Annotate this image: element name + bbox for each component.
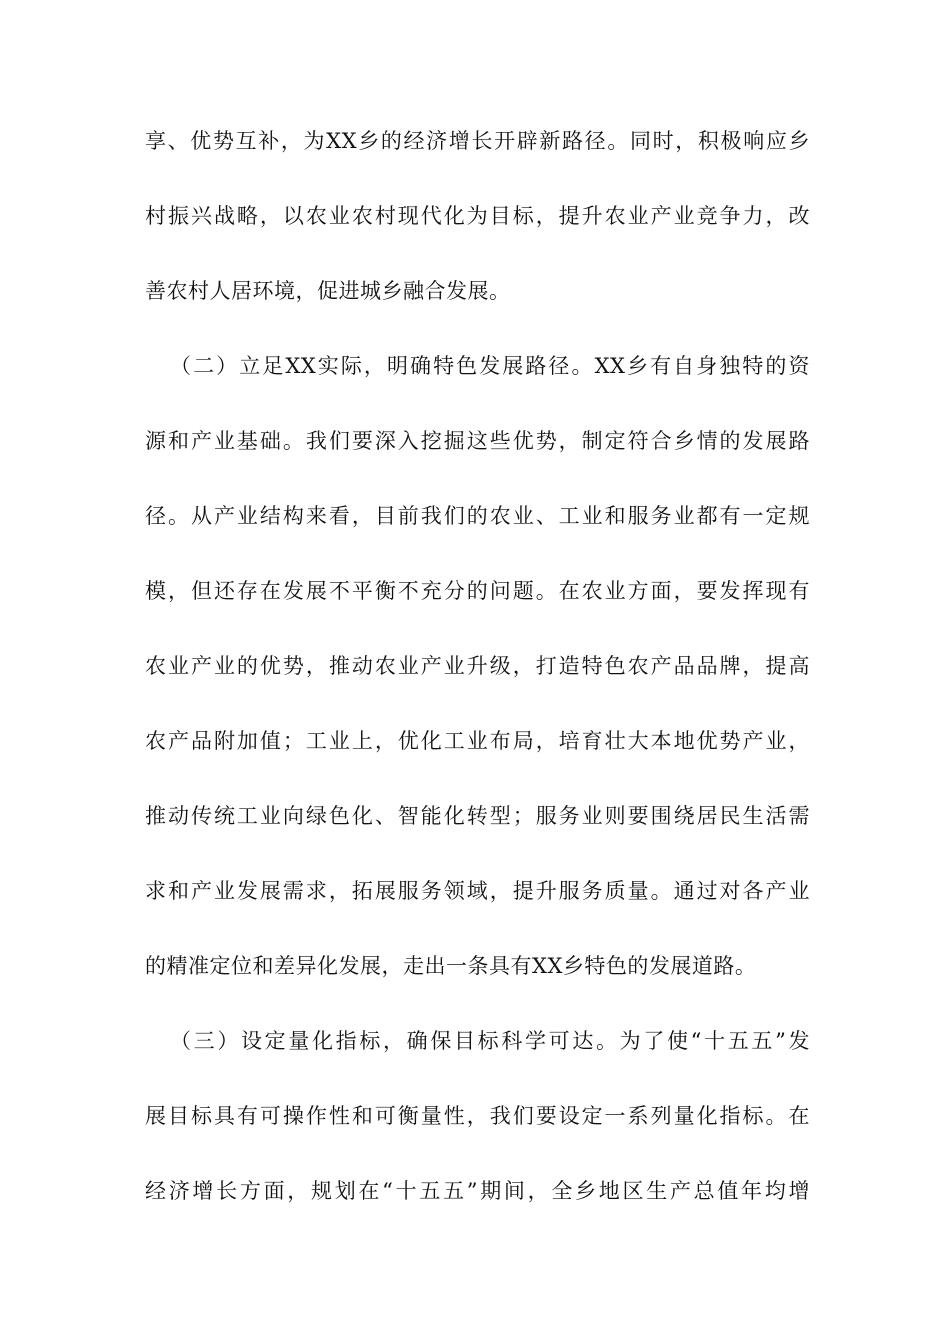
text-line-13: （三）设定量化指标，确保目标科学可达。为了使“十五五”发 <box>170 1029 810 1053</box>
text-line-9: 农产品附加值；工业上，优化工业布局，培育壮大本地优势产业， <box>145 729 810 753</box>
text-line-8: 农业产业的优势，推动农业产业升级，打造特色农产品品牌，提高 <box>145 654 810 678</box>
text-line-10: 推动传统工业向绿色化、智能化转型；服务业则要围绕居民生活需 <box>145 804 810 828</box>
text-line-1: 享、优势互补，为XX乡的经济增长开辟新路径。同时，积极响应乡 <box>145 129 810 153</box>
text-line-2: 村振兴战略，以农业农村现代化为目标，提升农业产业竞争力，改 <box>145 204 810 228</box>
text-line-15: 经济增长方面，规划在“十五五”期间，全乡地区生产总值年均增 <box>145 1179 810 1203</box>
text-line-7: 模，但还存在发展不平衡不充分的问题。在农业方面，要发挥现有 <box>145 579 810 603</box>
text-line-4: （二）立足XX实际，明确特色发展路径。XX乡有自身独特的资 <box>170 354 810 378</box>
text-line-12: 的精准定位和差异化发展，走出一条具有XX乡特色的发展道路。 <box>145 954 757 978</box>
text-line-14: 展目标具有可操作性和可衡量性，我们要设定一系列量化指标。在 <box>145 1104 810 1128</box>
text-line-3: 善农村人居环境，促进城乡融合发展。 <box>145 279 511 303</box>
text-line-5: 源和产业基础。我们要深入挖掘这些优势，制定符合乡情的发展路 <box>145 429 810 453</box>
text-line-6: 径。从产业结构来看，目前我们的农业、工业和服务业都有一定规 <box>145 504 810 528</box>
text-line-11: 求和产业发展需求，拓展服务领域，提升服务质量。通过对各产业 <box>145 879 810 903</box>
